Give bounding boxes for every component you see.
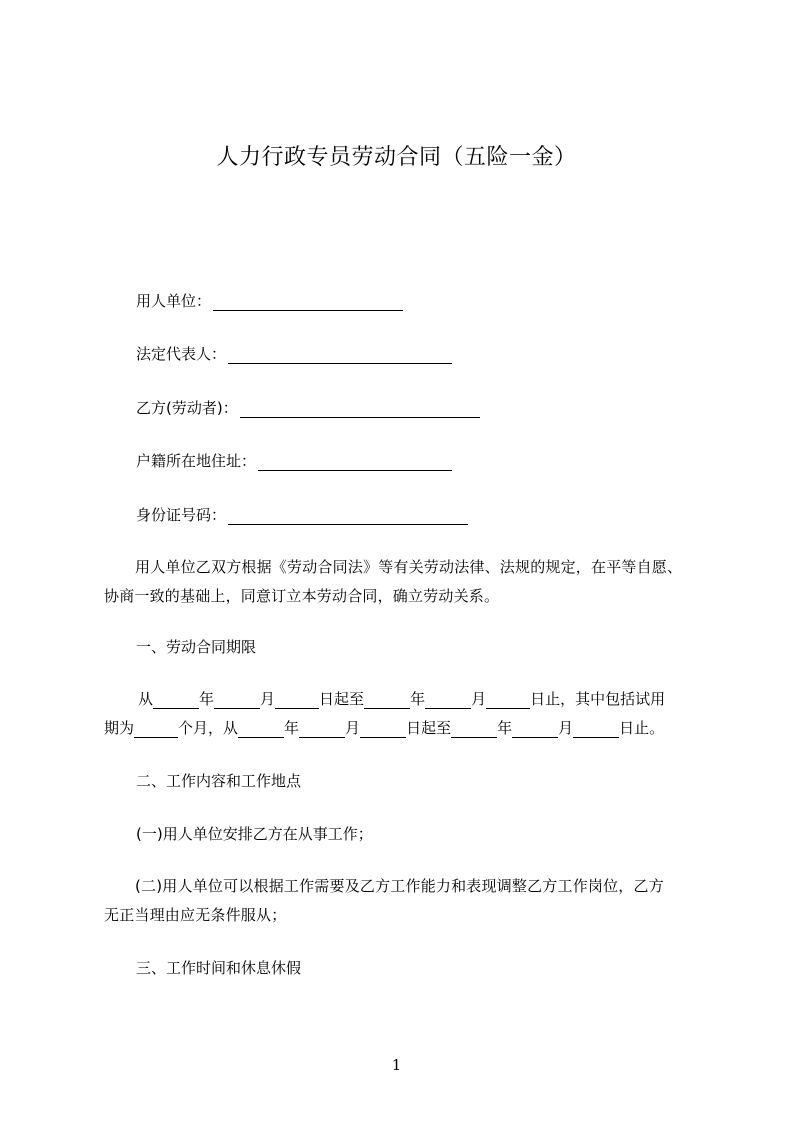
probation-end-month-blank[interactable] (512, 721, 558, 738)
section3-heading: 三、工作时间和休息休假 (136, 959, 302, 977)
section2-heading: 二、工作内容和工作地点 (136, 772, 302, 790)
term-line-2 (104, 718, 664, 738)
term-from: 从 (138, 690, 154, 708)
probation-end-day-blank[interactable] (573, 721, 619, 738)
end-month-blank[interactable] (425, 692, 471, 709)
employer-blank[interactable] (213, 294, 403, 311)
section2-item2 (104, 872, 704, 930)
section2-item2-line2: 无正当理由应无条件服从； (104, 906, 287, 924)
household-address-label: 户籍所在地住址： (136, 452, 257, 470)
term-line-1 (138, 689, 665, 709)
intro-line-1: 用人单位乙双方根据《劳动合同法》等有关劳动法律、法规的规定，在平等自愿、 (135, 558, 683, 576)
probation-start-year-blank[interactable] (238, 721, 284, 738)
employer-label: 用人单位： (136, 292, 212, 310)
legal-rep-field (136, 344, 452, 364)
employer-field (136, 291, 403, 311)
section2-item1: (一)用人单位安排乙方在从事工作； (136, 825, 373, 843)
intro-line-2: 协商一致的基础上，同意订立本劳动合同，确立劳动关系。 (104, 587, 500, 605)
probation-months-from: 个月，从 (178, 719, 239, 737)
probation-year-1: 年 (284, 719, 300, 737)
probation-day-end: 日止。 (619, 719, 665, 737)
intro-paragraph (104, 553, 704, 611)
probation-month-1: 月 (345, 719, 361, 737)
employee-label: 乙方(劳动者)： (136, 399, 238, 417)
start-day-blank[interactable] (275, 692, 319, 709)
term-day-end-probation: 日止，其中包括试用 (530, 690, 666, 708)
end-day-blank[interactable] (486, 692, 530, 709)
probation-months-blank[interactable] (134, 721, 178, 738)
id-number-label: 身份证号码： (136, 506, 227, 524)
term-month-1: 月 (260, 690, 276, 708)
probation-month-2: 月 (558, 719, 574, 737)
id-number-blank[interactable] (228, 508, 468, 525)
id-number-field (136, 505, 468, 525)
probation-year-2: 年 (497, 719, 513, 737)
term-month-2: 月 (471, 690, 487, 708)
probation-start-month-blank[interactable] (299, 721, 345, 738)
term-year-1: 年 (199, 690, 215, 708)
section1-heading: 一、劳动合同期限 (136, 638, 257, 656)
page-number: 1 (391, 1056, 402, 1074)
probation-period-is: 期为 (104, 719, 135, 737)
household-address-field (136, 451, 452, 471)
section2-item2-line1: (二)用人单位可以根据工作需要及乙方工作能力和表现调整乙方工作岗位，乙方 (135, 877, 664, 895)
household-address-blank[interactable] (258, 454, 452, 471)
probation-day-from-to: 日起至 (406, 719, 452, 737)
legal-rep-blank[interactable] (228, 347, 452, 364)
probation-start-day-blank[interactable] (360, 721, 406, 738)
employee-field (136, 398, 480, 418)
employee-blank[interactable] (240, 401, 480, 418)
start-year-blank[interactable] (153, 692, 199, 709)
document-title: 人力行政专员劳动合同（五险一金） (216, 145, 577, 170)
term-day-from-to: 日起至 (319, 690, 365, 708)
term-year-2: 年 (410, 690, 426, 708)
probation-end-year-blank[interactable] (451, 721, 497, 738)
start-month-blank[interactable] (214, 692, 260, 709)
end-year-blank[interactable] (364, 692, 410, 709)
legal-rep-label: 法定代表人： (136, 345, 227, 363)
